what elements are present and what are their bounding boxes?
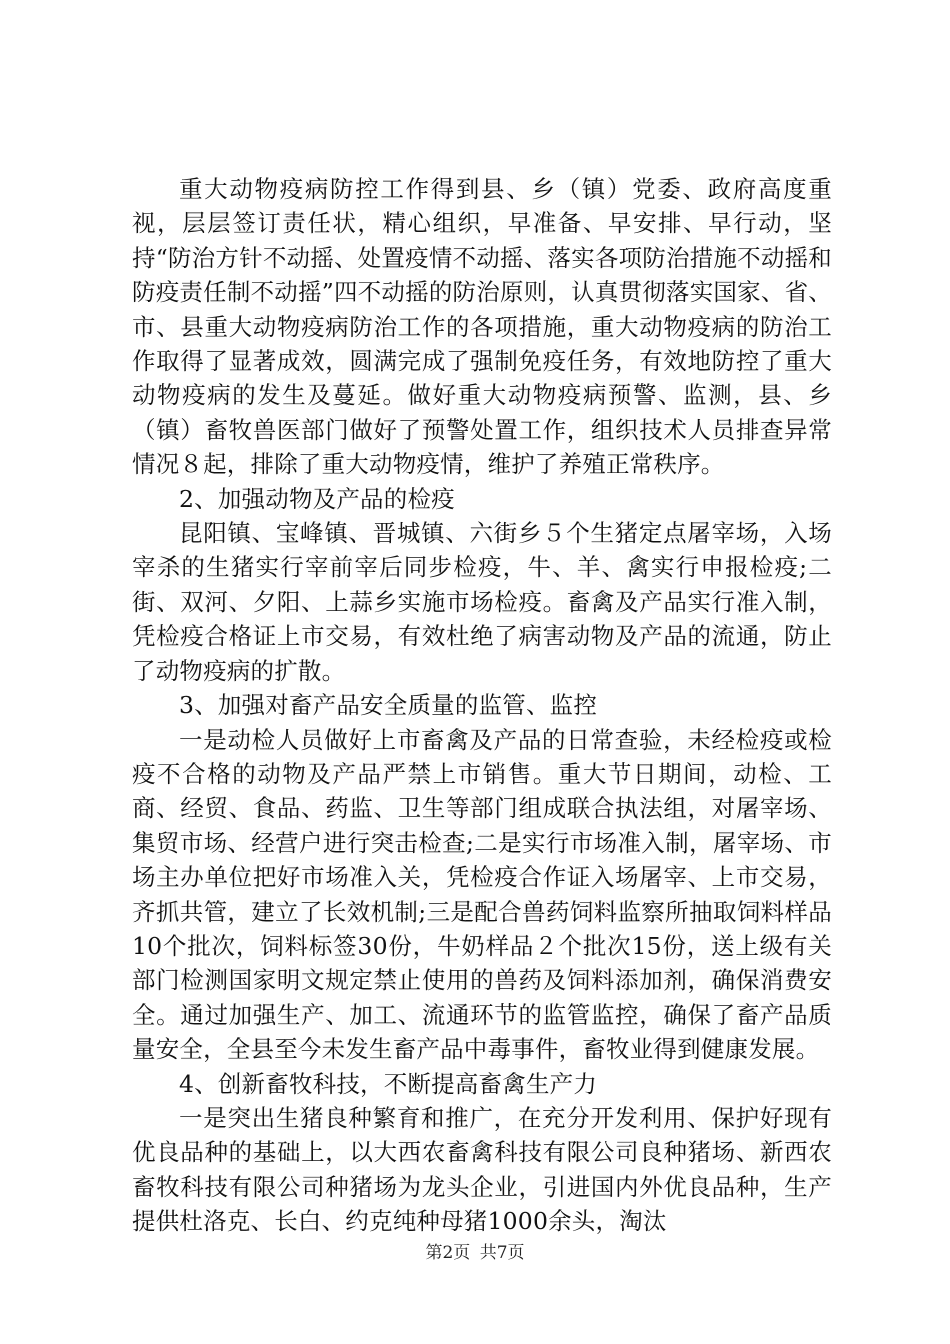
section-heading-quarantine: 2、加强动物及产品的检疫 (179, 484, 455, 513)
paragraph-quarantine: 昆阳镇、宝峰镇、晋城镇、六街乡５个生猪定点屠宰场，入场宰杀的生猪实行宰前宰后同步检疫，牛、羊、禽实行申报检疫;二街、双河、夕阳、上蒜乡实施市场检疫。畜禽及产品实行准入制，凭检疫合格证上市交易，有效杜绝了病害动物及产品的流通，防止了动物疫病的扩散。 (132, 519, 832, 685)
page-total: 共7页 (479, 1243, 525, 1263)
page-footer (0, 1242, 950, 1264)
paragraph-epidemic-control: 重大动物疫病防控工作得到县、乡（镇）党委、政府高度重视，层层签订责任状，精心组织，早准备、早安排、早行动，坚持“防治方针不动摇、处置疫情不动摇、落实各项防治措施不动摇和防疫责任制不动摇”四不动摇的防治原则，认真贯彻落实国家、省、市、县重大动物疫病防治工作的各项措施，重大动物疫病的防治工作取得了显著成效，圆满完成了强制免疫任务，有效地防控了重大动物疫病的发生及蔓延。做好重大动物疫病预警、监测，县、乡（镇）畜牧兽医部门做好了预警处置工作，组织技术人员排查异常情况８起，排除了重大动物疫情，维护了养殖正常秩序。 (132, 175, 832, 479)
section-heading-livestock-technology: 4、创新畜牧科技，不断提高畜禽生产力 (179, 1069, 598, 1098)
paragraph-quality-supervision: 一是动检人员做好上市畜禽及产品的日常查验，未经检疫或检疫不合格的动物及产品严禁上市销售。重大节日期间，动检、工商、经贸、食品、药监、卫生等部门组成联合执法组，对屠宰场、集贸市场、经营户进行突击检查;二是实行市场准入制，屠宰场、市场主办单位把好市场准入关，凭检疫合作证入场屠宰、上市交易，齐抓共管，建立了长效机制;三是配合兽药饲料监察所抽取饲料样品10个批次，饲料标签30份，牛奶样品２个批次15份，送上级有关部门检测国家明文规定禁止使用的兽药及饲料添加剂，确保消费安全。通过加强生产、加工、流通环节的监管监控，确保了畜产品质量安全，全县至今未发生畜产品中毒事件，畜牧业得到健康发展。 (132, 725, 832, 1064)
section-heading-quality-supervision: 3、加强对畜产品安全质量的监管、监控 (179, 691, 598, 720)
page-number: 第2页 (425, 1243, 471, 1263)
document-body (132, 172, 832, 1239)
paragraph-livestock-technology: 一是突出生猪良种繁育和推广，在充分开发利用、保护好现有优良品种的基础上，以大西农畜禽科技有限公司良种猪场、新西农畜牧科技有限公司种猪场为龙头企业，引进国内外优良品种，生产提供杜洛克、长白、约克纯种母猪1000余头，淘汰 (132, 1103, 832, 1236)
